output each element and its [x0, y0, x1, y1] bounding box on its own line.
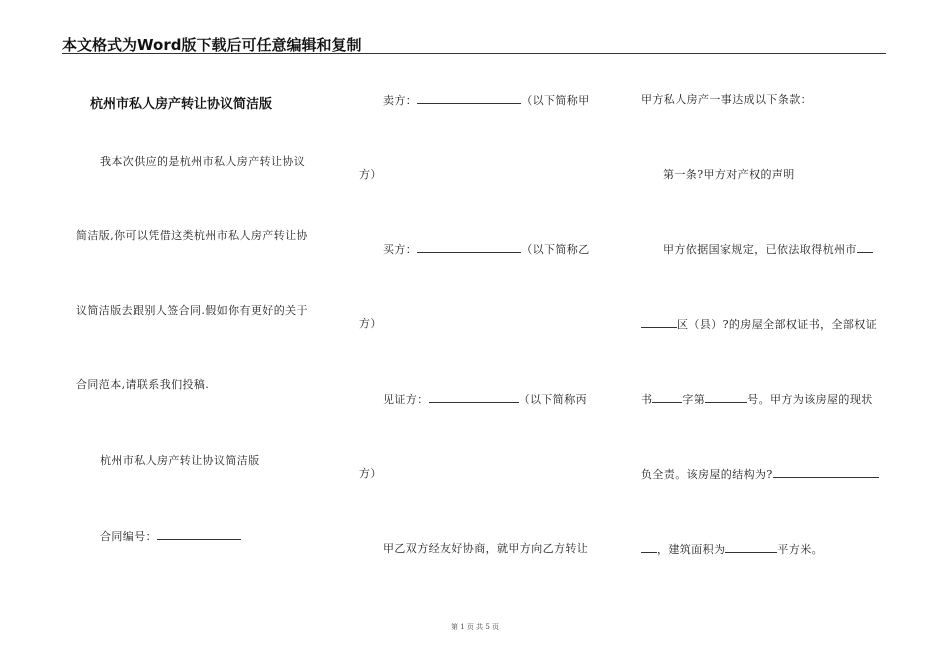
contract-number-blank [157, 529, 241, 540]
buyer-suffix: （以下简称乙 [521, 243, 590, 256]
contract-number-line [100, 529, 241, 544]
document-title: 杭州市私人房产转让协议简洁版 [90, 97, 273, 112]
article-1-heading: 第一条?甲方对产权的声明 [663, 168, 795, 181]
contract-number-label: 合同编号： [100, 530, 157, 543]
area-blank [725, 542, 777, 553]
seller-suffix: （以下简称甲 [521, 94, 590, 107]
seller-line [383, 93, 590, 108]
article-1-line-5 [641, 542, 823, 557]
document-banner: 本文格式为Word版下载后可任意编辑和复制 [62, 36, 362, 54]
article-1-line-4 [641, 467, 879, 482]
article-1-line-2 [641, 317, 877, 332]
intro-line-2: 简洁版,你可以凭借这类杭州市私人房产转让协 [76, 229, 308, 242]
witness-suffix: （以下简称丙 [518, 393, 588, 406]
witness-line [383, 392, 587, 407]
buyer-label: 买方： [383, 243, 418, 256]
certificate-char-blank [652, 392, 682, 403]
witness-blank [429, 392, 519, 403]
certificate-suffix: 号。甲方为该房屋的现状 [747, 393, 873, 406]
intro-line-1: 我本次供应的是杭州市私人房产转让协议 [100, 155, 306, 168]
buyer-line [383, 242, 590, 257]
article-1-line-1-text: 甲方依据国家规定，已依法取得杭州市 [663, 243, 857, 256]
seller-label: 卖方： [383, 94, 418, 107]
contract-subtitle: 杭州市私人房产转让协议简洁版 [100, 454, 260, 467]
witness-continuation: 方） [359, 467, 382, 480]
article-1-line-3 [641, 392, 873, 407]
terms-intro-line: 甲方私人房产一事达成以下条款： [641, 93, 812, 106]
buyer-continuation: 方） [359, 317, 382, 330]
structure-blank [773, 467, 879, 478]
certificate-number-blank [705, 392, 747, 403]
header-divider [62, 53, 886, 54]
article-1-line-2-text: 区（县）?的房屋全部权证书，全部权证 [677, 318, 878, 331]
certificate-mid: 字第 [682, 393, 706, 406]
structure-blank-cont [641, 542, 657, 553]
buyer-blank [417, 242, 521, 253]
seller-continuation: 方） [359, 168, 382, 181]
article-1-line-1 [663, 242, 873, 257]
page-number: 第 1 页 共 5 页 [450, 623, 500, 631]
area-unit: 平方米。 [777, 543, 824, 556]
intro-line-3: 议简洁版去跟别人签合同.假如你有更好的关于 [76, 304, 308, 317]
witness-label: 见证方： [383, 393, 429, 406]
negotiation-line: 甲乙双方经友好协商，就甲方向乙方转让 [383, 542, 589, 555]
intro-line-4: 合同范本,请联系我们投稿. [76, 378, 210, 391]
structure-label: 负全责。该房屋的结构为? [641, 468, 773, 481]
certificate-prefix: 书 [641, 393, 653, 406]
area-label: ，建筑面积为 [657, 543, 726, 556]
district-blank [641, 317, 677, 328]
seller-blank [417, 93, 521, 104]
city-blank [857, 242, 873, 253]
